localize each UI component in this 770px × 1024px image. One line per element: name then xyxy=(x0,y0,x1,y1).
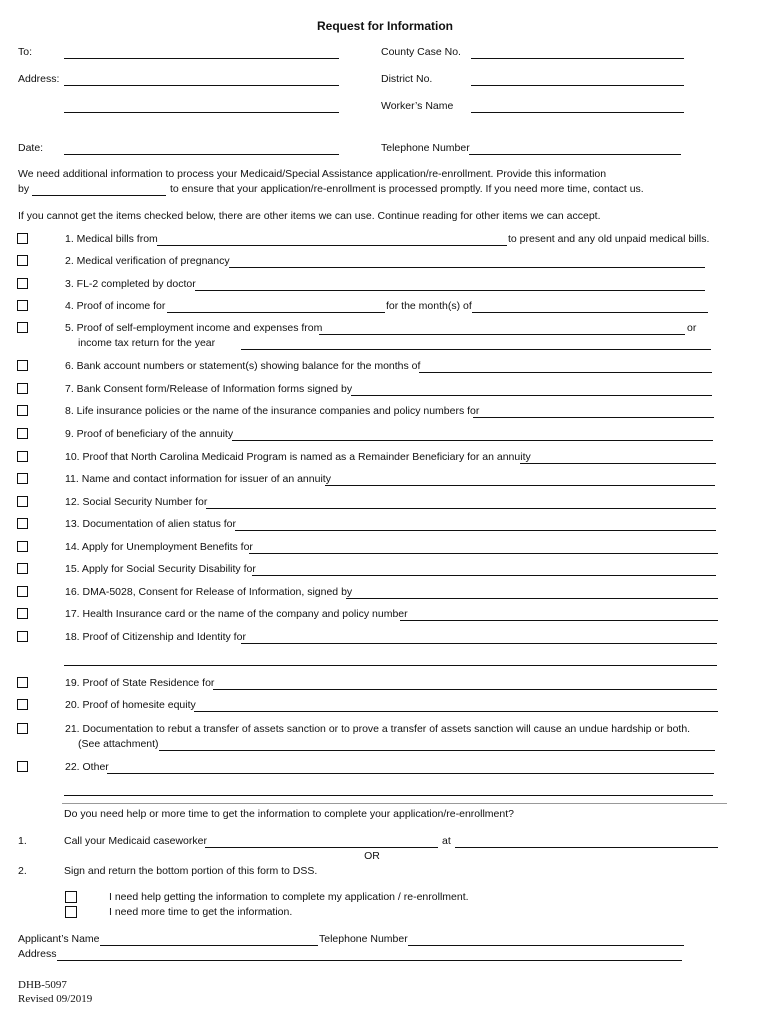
item-4-income-field[interactable] xyxy=(167,312,385,313)
item-16-label: 16. DMA-5028, Consent for Release of Information, signed by xyxy=(65,586,353,598)
item-8-field[interactable] xyxy=(473,417,714,418)
item-18-field[interactable] xyxy=(241,643,717,644)
worker-name-field[interactable] xyxy=(471,112,684,113)
step-1-number: 1. xyxy=(18,835,27,847)
applicant-name-label: Applicant’s Name xyxy=(18,933,100,945)
applicant-telephone-field[interactable] xyxy=(408,945,684,946)
item-15-checkbox[interactable] xyxy=(17,563,28,574)
item-10-label: 10. Proof that North Carolina Medicaid Program is named as a Remainder Beneficiary for an annuity xyxy=(65,451,531,463)
address-label: Address: xyxy=(18,73,60,85)
step-2-number: 2. xyxy=(18,865,27,877)
item-13-label: 13. Documentation of alien status for xyxy=(65,518,237,530)
item-6-field[interactable] xyxy=(419,372,712,373)
need-help-label: I need help getting the information to complete my application / re-enrollment. xyxy=(109,891,469,903)
item-4-months-field[interactable] xyxy=(472,312,708,313)
item-20-label: 20. Proof of homesite equity xyxy=(65,699,196,711)
step-2-text: Sign and return the bottom portion of this form to DSS. xyxy=(64,865,318,877)
item-16-field[interactable] xyxy=(346,598,718,599)
item-20-field[interactable] xyxy=(194,711,718,712)
date-field[interactable] xyxy=(64,154,339,155)
county-case-label: County Case No. xyxy=(381,46,461,58)
item-6-label: 6. Bank account numbers or statement(s) showing balance for the months of xyxy=(65,360,421,372)
item-11-checkbox[interactable] xyxy=(17,473,28,484)
item-8-label: 8. Life insurance policies or the name of the insurance companies and policy numbers for xyxy=(65,405,480,417)
intro-line-1: We need additional information to process your Medicaid/Special Assistance application/re-enrollment. Provide this information xyxy=(18,168,607,180)
item-1-label-end: to present and any old unpaid medical bills. xyxy=(508,233,710,245)
item-9-checkbox[interactable] xyxy=(17,428,28,439)
item-18-field-2[interactable] xyxy=(64,665,717,666)
item-19-label: 19. Proof of State Residence for xyxy=(65,677,215,689)
intro-line-3: If you cannot get the items checked below, there are other items we can use. Continue reading for other items we can accept. xyxy=(18,210,601,222)
item-9-field[interactable] xyxy=(232,440,713,441)
item-14-label: 14. Apply for Unemployment Benefits for xyxy=(65,541,253,553)
telephone-field[interactable] xyxy=(469,154,681,155)
item-5-year-field[interactable] xyxy=(241,349,711,350)
item-16-checkbox[interactable] xyxy=(17,586,28,597)
item-18-label: 18. Proof of Citizenship and Identity for xyxy=(65,631,246,643)
telephone-label: Telephone Number xyxy=(381,142,470,154)
applicant-name-field[interactable] xyxy=(100,945,318,946)
item-19-field[interactable] xyxy=(213,689,717,690)
item-15-field[interactable] xyxy=(252,575,716,576)
item-1-checkbox[interactable] xyxy=(17,233,28,244)
worker-name-label: Worker’s Name xyxy=(381,100,454,112)
item-22-field-2[interactable] xyxy=(64,795,713,796)
item-2-field[interactable] xyxy=(229,267,705,268)
item-13-checkbox[interactable] xyxy=(17,518,28,529)
item-10-field[interactable] xyxy=(520,463,716,464)
item-1-label: 1. Medical bills from xyxy=(65,233,158,245)
more-time-label: I need more time to get the information. xyxy=(109,906,293,918)
county-case-field[interactable] xyxy=(471,58,684,59)
item-11-label: 11. Name and contact information for issuer of an annuity xyxy=(65,473,331,485)
item-14-checkbox[interactable] xyxy=(17,541,28,552)
item-21-label: 21. Documentation to rebut a transfer of assets sanction or to prove a transfer of assets sanction will cause an undue hardship or both. xyxy=(65,723,691,735)
or-label: OR xyxy=(364,850,380,862)
item-7-field[interactable] xyxy=(351,395,712,396)
item-5-label: 5. Proof of self-employment income and expenses from xyxy=(65,322,323,334)
applicant-address-label: Address xyxy=(18,948,57,960)
item-5-from-field[interactable] xyxy=(319,334,685,335)
district-label: District No. xyxy=(381,73,433,85)
item-12-label: 12. Social Security Number for xyxy=(65,496,208,508)
item-14-field[interactable] xyxy=(249,553,718,554)
form-id: DHB-5097 xyxy=(18,979,67,991)
item-22-checkbox[interactable] xyxy=(17,761,28,772)
item-17-field[interactable] xyxy=(400,620,718,621)
item-3-field[interactable] xyxy=(195,290,705,291)
item-17-label: 17. Health Insurance card or the name of the company and policy number xyxy=(65,608,408,620)
item-12-field[interactable] xyxy=(206,508,716,509)
revision-date: Revised 09/2019 xyxy=(18,993,93,1005)
step-1-at: at xyxy=(442,835,451,847)
item-4-months-label: for the month(s) of xyxy=(386,300,472,312)
item-8-checkbox[interactable] xyxy=(17,405,28,416)
address-field-2[interactable] xyxy=(64,112,339,113)
item-21-field[interactable] xyxy=(159,750,715,751)
item-21-attachment-label: (See attachment) xyxy=(78,738,159,750)
item-7-checkbox[interactable] xyxy=(17,383,28,394)
address-field-1[interactable] xyxy=(64,85,339,86)
step-1-text: Call your Medicaid caseworker xyxy=(64,835,207,847)
to-label: To: xyxy=(18,46,33,58)
intro-line-2: to ensure that your application/re-enrollment is processed promptly. If you need more time, contact us. xyxy=(170,183,644,195)
item-18-checkbox[interactable] xyxy=(17,631,28,642)
item-21-checkbox[interactable] xyxy=(17,723,28,734)
item-2-checkbox[interactable] xyxy=(17,255,28,266)
item-2-label: 2. Medical verification of pregnancy xyxy=(65,255,230,267)
item-17-checkbox[interactable] xyxy=(17,608,28,619)
item-19-checkbox[interactable] xyxy=(17,677,28,688)
item-9-label: 9. Proof of beneficiary of the annuity xyxy=(65,428,234,440)
caseworker-field[interactable] xyxy=(205,847,438,848)
item-4-label: 4. Proof of income for xyxy=(65,300,166,312)
item-7-label: 7. Bank Consent form/Release of Information forms signed by xyxy=(65,383,353,395)
applicant-address-field[interactable] xyxy=(57,960,682,961)
item-15-label: 15. Apply for Social Security Disability for xyxy=(65,563,256,575)
to-field[interactable] xyxy=(64,58,339,59)
help-question: Do you need help or more time to get the information to complete your application/re-enrollment? xyxy=(64,808,514,820)
applicant-telephone-label: Telephone Number xyxy=(319,933,408,945)
caseworker-phone-field[interactable] xyxy=(455,847,718,848)
item-13-field[interactable] xyxy=(235,530,716,531)
item-3-checkbox[interactable] xyxy=(17,278,28,289)
item-20-checkbox[interactable] xyxy=(17,699,28,710)
item-5-tax-label: income tax return for the year xyxy=(78,337,216,349)
intro-by-label: by xyxy=(18,183,30,195)
date-label: Date: xyxy=(18,142,44,154)
item-12-checkbox[interactable] xyxy=(17,496,28,507)
item-22-label: 22. Other xyxy=(65,761,109,773)
item-5-checkbox[interactable] xyxy=(17,322,28,333)
more-time-checkbox[interactable] xyxy=(65,906,77,918)
item-1-from-field[interactable] xyxy=(157,245,507,246)
section-divider xyxy=(62,803,727,804)
item-6-checkbox[interactable] xyxy=(17,360,28,371)
page-title: Request for Information xyxy=(316,19,453,33)
item-4-checkbox[interactable] xyxy=(17,300,28,311)
item-3-label: 3. FL-2 completed by doctor xyxy=(65,278,196,290)
need-help-checkbox[interactable] xyxy=(65,891,77,903)
item-22-field[interactable] xyxy=(107,773,714,774)
item-10-checkbox[interactable] xyxy=(17,451,28,462)
district-field[interactable] xyxy=(471,85,684,86)
deadline-field[interactable] xyxy=(32,195,166,196)
item-5-or-label: or xyxy=(687,322,697,334)
item-11-field[interactable] xyxy=(325,485,715,486)
